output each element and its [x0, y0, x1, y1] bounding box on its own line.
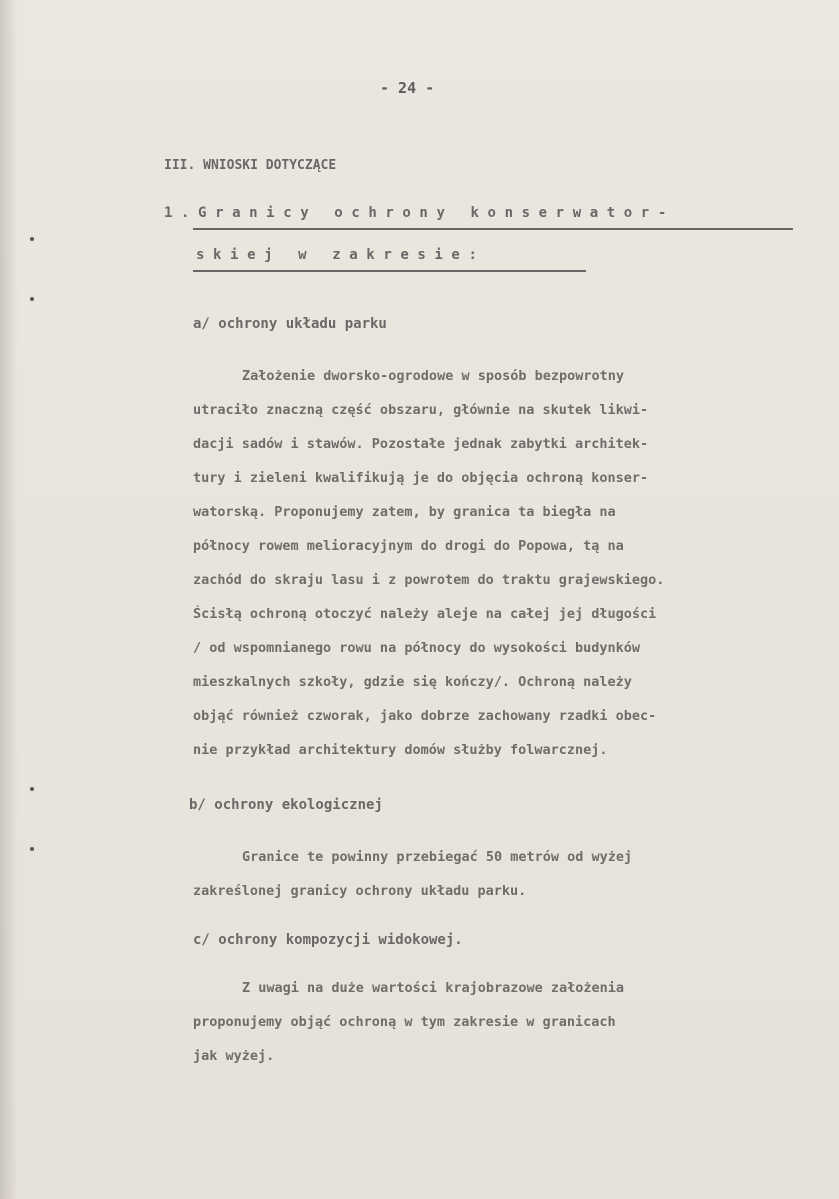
binder-hole-mark [30, 787, 34, 791]
paragraph-line: jak wyżej. [193, 1048, 275, 1064]
paragraph-line: Ścisłą ochroną otoczyć należy aleje na całej jej długości [193, 606, 657, 622]
binder-hole-mark [30, 237, 34, 241]
page-number: - 24 - [380, 79, 435, 97]
paragraph-line: objąć również czworak, jako dobrze zachowany rzadki obec- [193, 708, 657, 724]
paragraph-line: tury i zieleni kwalifikują je do objęcia ochroną konser- [193, 470, 649, 486]
paragraph-line: zachód do skraju lasu i z powrotem do traktu grajewskiego. [193, 572, 665, 588]
paragraph-line: Granice te powinny przebiegać 50 metrów od wyżej [242, 849, 633, 865]
paragraph-line: / od wspomnianego rowu na północy do wysokości budynków [193, 640, 641, 656]
heading-line-2: skiej w zakresie: [196, 247, 486, 263]
paragraph-line: nie przykład architektury domów służby folwarcznej. [193, 742, 608, 758]
subsection-a-title: a/ ochrony układu parku [193, 316, 387, 332]
page-edge-shadow [0, 0, 18, 1199]
paragraph-line: zakreślonej granicy ochrony układu parku. [193, 883, 527, 899]
heading-line-1: 1.Granicy ochrony konserwator- [164, 205, 675, 221]
paragraph-line: proponujemy objąć ochroną w tym zakresie w granicach [193, 1014, 616, 1030]
heading-underline-2 [193, 270, 586, 272]
paragraph-line: północy rowem melioracyjnym do drogi do Popowa, tą na [193, 538, 624, 554]
paragraph-line: dacji sadów i stawów. Pozostałe jednak zabytki architek- [193, 436, 649, 452]
paragraph-line: watorską. Proponujemy zatem, by granica ta biegła na [193, 504, 616, 520]
subsection-c-title: c/ ochrony kompozycji widokowej. [193, 932, 463, 948]
binder-hole-mark [30, 297, 34, 301]
paragraph-line: Z uwagi na duże wartości krajobrazowe założenia [242, 980, 625, 996]
paragraph-line: utraciło znaczną część obszaru, głównie na skutek likwi- [193, 402, 649, 418]
binder-hole-mark [30, 847, 34, 851]
paragraph-line: Założenie dworsko-ogrodowe w sposób bezpowrotny [242, 368, 625, 384]
paragraph-line: mieszkalnych szkoły, gdzie się kończy/. Ochroną należy [193, 674, 632, 690]
heading-underline-1 [193, 228, 793, 230]
subsection-b-title: b/ ochrony ekologicznej [189, 797, 383, 813]
section-heading: III. WNIOSKI DOTYCZĄCE [164, 158, 337, 173]
